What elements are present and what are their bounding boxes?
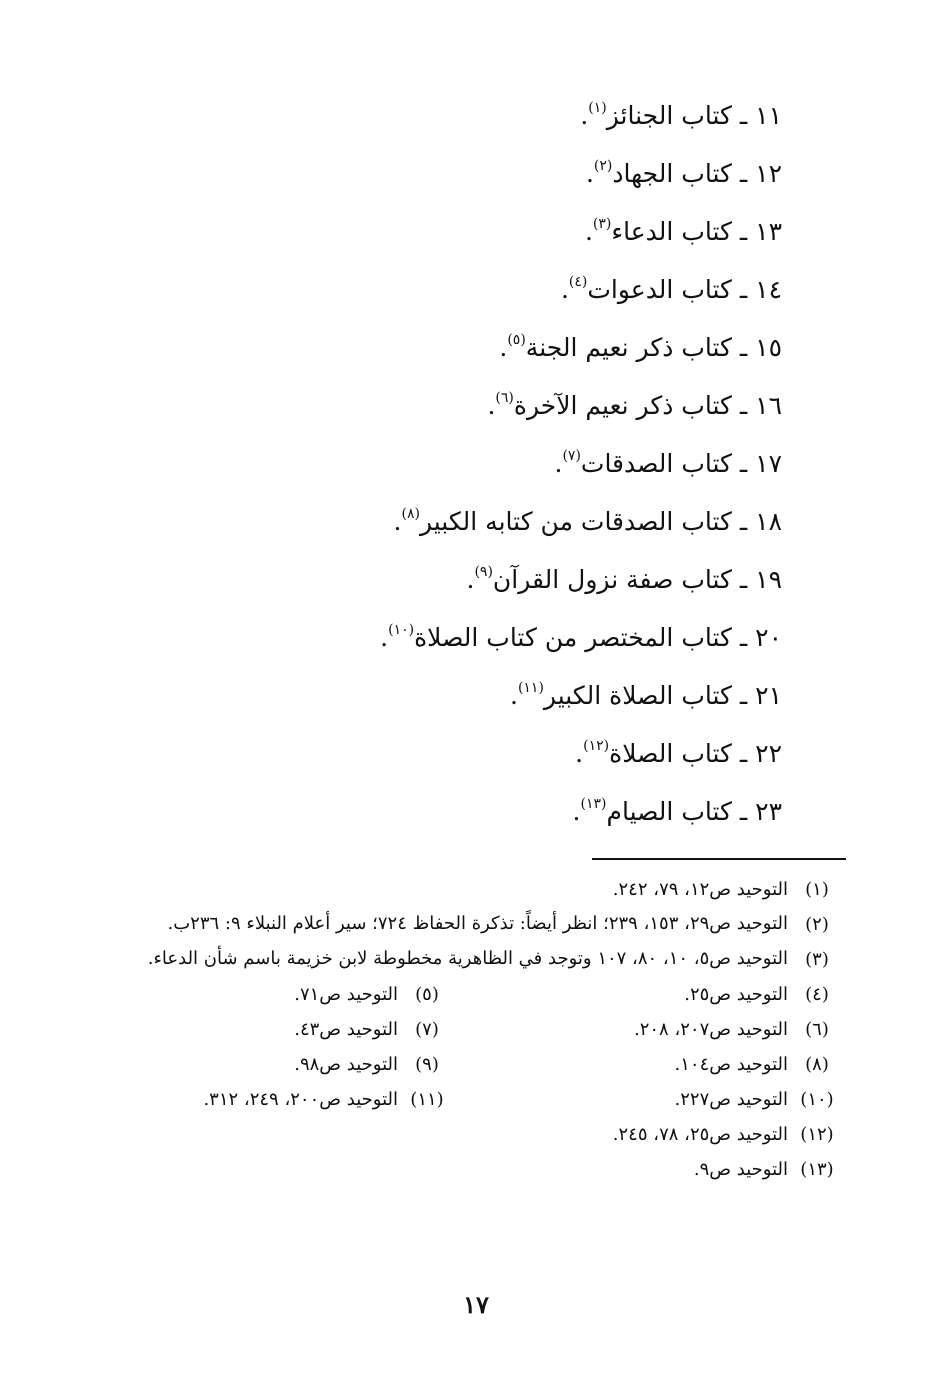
footnote-12: [86, 1117, 846, 1152]
list-item: [380, 434, 782, 492]
item-period: .: [580, 101, 589, 130]
footnote-13: [86, 1152, 846, 1187]
footnote-5: [66, 977, 456, 1012]
footnote-text: التوحيد ص٧١.: [294, 984, 398, 1005]
list-item: [380, 550, 782, 608]
item-period: .: [572, 797, 581, 826]
footnote-ref: (٨): [401, 506, 420, 522]
footnote-text: التوحيد ص٢٢٧.: [674, 1089, 788, 1110]
footnote-row: [86, 977, 846, 1012]
footnote-number: (١): [805, 879, 829, 900]
footnote-number: (٨): [805, 1054, 829, 1075]
footnote-ref: (١٠): [388, 622, 415, 638]
footnote-text: التوحيد ص٢٥، ٧٨، ٢٤٥.: [612, 1124, 788, 1145]
item-text: ١٨ ـ كتاب الصدقات من كتابه الكبير: [419, 507, 782, 536]
item-text: ٢٣ ـ كتاب الصيام: [606, 797, 782, 826]
footnote-6: [456, 1012, 846, 1047]
footnote-11: [66, 1082, 456, 1117]
footnote-row: [86, 1047, 846, 1082]
footnote-text: التوحيد ص٩.: [693, 1159, 788, 1180]
footnote-9: [66, 1047, 456, 1082]
footnote-4: [456, 977, 846, 1012]
footnote-ref: (١١): [517, 680, 544, 696]
footnote-row: [86, 1082, 846, 1117]
item-text: ٢١ ـ كتاب الصلاة الكبير: [543, 681, 782, 710]
footnote-ref: (٩): [474, 564, 493, 580]
footnote-number: (٣): [805, 949, 829, 970]
item-period: .: [575, 739, 584, 768]
item-period: .: [499, 333, 508, 362]
footnote-ref: (١٣): [580, 796, 607, 812]
footnote-number: (٢): [805, 914, 829, 935]
book-list: [380, 86, 782, 840]
list-item: [380, 666, 782, 724]
item-period: .: [584, 217, 593, 246]
item-text: ١٤ ـ كتاب الدعوات: [587, 275, 782, 304]
list-item: [380, 376, 782, 434]
item-text: ١٦ ـ كتاب ذكر نعيم الآخرة: [513, 391, 782, 420]
footnote-number: (٧): [415, 1019, 439, 1040]
footnote-text: التوحيد ص٢٠٧، ٢٠٨.: [633, 1019, 788, 1040]
footnote-ref: (٥): [507, 332, 526, 348]
footnote-ref: (٧): [562, 448, 581, 464]
footnote-10: [456, 1082, 846, 1117]
footnote-number: (١٣): [800, 1159, 834, 1180]
list-item: [380, 144, 782, 202]
footnotes: [86, 872, 846, 1187]
item-period: .: [554, 449, 563, 478]
item-text: ١٢ ـ كتاب الجهاد: [612, 159, 782, 188]
list-item: [380, 724, 782, 782]
item-period: .: [509, 681, 518, 710]
footnote-ref: (٣): [592, 216, 612, 232]
footnote-3: [86, 942, 846, 977]
item-text: ١٩ ـ كتاب صفة نزول القرآن: [492, 565, 782, 594]
footnote-number: (٥): [415, 984, 439, 1005]
item-text: ١١ ـ كتاب الجنائز: [606, 101, 782, 130]
item-period: .: [466, 565, 475, 594]
footnote-2: [86, 907, 846, 942]
list-item: [380, 86, 782, 144]
footnote-row: [86, 1012, 846, 1047]
footnote-number: (١٢): [800, 1124, 834, 1145]
footnote-ref: (٢): [593, 158, 613, 174]
footnote-number: (٤): [805, 984, 829, 1005]
footnote-text: التوحيد ص٤٣.: [294, 1019, 398, 1040]
list-item: [380, 260, 782, 318]
item-text: ٢٢ ـ كتاب الصلاة: [609, 739, 782, 768]
footnote-text: التوحيد ص١٠٤.: [674, 1054, 788, 1075]
footnote-ref: (١٢): [583, 738, 610, 754]
item-period: .: [560, 275, 569, 304]
list-item: [380, 608, 782, 666]
footnote-ref: (١): [588, 100, 607, 116]
item-period: .: [393, 507, 402, 536]
list-item: [380, 318, 782, 376]
footnote-ref: (٦): [495, 390, 514, 406]
footnote-number: (٩): [415, 1054, 439, 1075]
item-text: ٢٠ ـ كتاب المختصر من كتاب الصلاة: [414, 623, 782, 652]
footnote-ref: (٤): [568, 274, 588, 290]
list-item: [380, 202, 782, 260]
list-item: [380, 492, 782, 550]
footnote-number: (١١): [410, 1089, 444, 1110]
item-period: .: [380, 623, 389, 652]
page-number: ١٧: [463, 1290, 489, 1319]
list-item: [380, 782, 782, 840]
footnote-number: (٦): [805, 1019, 829, 1040]
footnote-separator: [592, 858, 846, 860]
footnote-8: [456, 1047, 846, 1082]
item-text: ١٧ ـ كتاب الصدقات: [580, 449, 782, 478]
footnote-text: التوحيد ص٢٠٠، ٢٤٩، ٣١٢.: [203, 1089, 398, 1110]
footnote-text: التوحيد ص٢٩، ١٥٣، ٢٣٩؛ انظر أيضاً: تذكرة الحفاظ ٧٢٤؛ سير أعلام النبلاء ٩: ٢٣٦ب.: [167, 913, 788, 934]
footnote-1: [86, 872, 846, 907]
item-text: ١٣ ـ كتاب الدعاء: [611, 217, 782, 246]
footnote-7: [66, 1012, 456, 1047]
footnote-text: التوحيد ص١٢، ٧٩، ٢٤٢.: [612, 879, 788, 900]
footnote-text: التوحيد ص٢٥.: [684, 984, 788, 1005]
item-period: .: [487, 391, 496, 420]
footnote-number: (١٠): [800, 1089, 834, 1110]
item-period: .: [585, 159, 594, 188]
footnote-text: التوحيد ص٩٨.: [294, 1054, 398, 1075]
item-text: ١٥ ـ كتاب ذكر نعيم الجنة: [525, 333, 782, 362]
footnote-text: التوحيد ص٥، ١٠، ٨٠، ١٠٧ وتوجد في الظاهرية مخطوطة لابن خزيمة باسم شأن الدعاء.: [147, 948, 788, 969]
